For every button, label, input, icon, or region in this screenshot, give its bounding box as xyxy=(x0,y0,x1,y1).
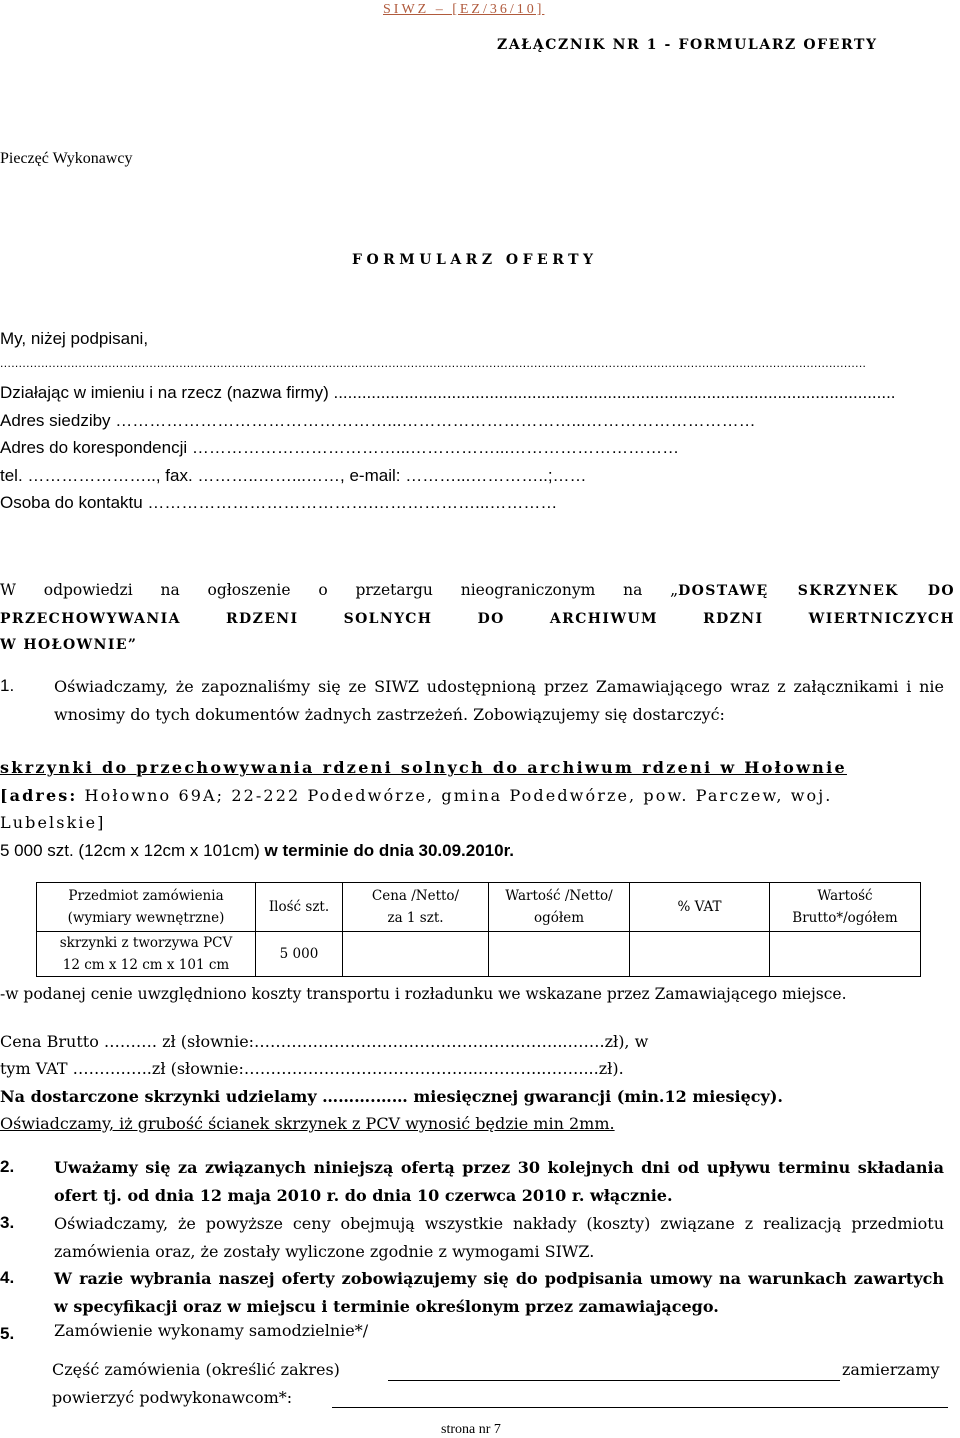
address-line-1: Hołowno 69A; 22-222 Podedwórze, gmina Podedwórze, pow. Parczew, woj. xyxy=(77,786,833,805)
offer-table xyxy=(36,882,921,977)
address-line-2: Lubelskie] xyxy=(0,813,106,832)
header-quantity: Ilość szt. xyxy=(256,883,343,932)
table-row xyxy=(37,932,921,977)
document-code: SIWZ – [EZ/36/10] xyxy=(383,2,545,17)
table-header-row xyxy=(37,883,921,932)
table-note: -w podanej cenie uwzględniono koszty transportu i rozładunku we wskazane przez Zamawiającego miejsce. xyxy=(0,985,847,1003)
intro-line-3: W HOŁOWNIE” xyxy=(0,637,138,653)
intro-line-1 xyxy=(0,581,955,599)
contact-numbers-field: tel. ………………….., fax. ………..……...……, e-mail: ………...…………..;…… xyxy=(0,466,587,485)
item-2-text: Uważamy się za związanych niniejszą ofertą przez 30 kolejnych dni od upływu terminu składania ofert tj. od dnia 12 maja 2010 r. do dnia 10 czerwca 2010 r. włącznie. xyxy=(54,1158,944,1205)
item-4-number: 4. xyxy=(0,1268,15,1287)
contact-person-field: Osoba do kontaktu ………………………………….………………...………… xyxy=(0,493,558,512)
intro-text: W odpowiedzi na ogłoszenie o przetargu nieograniczonym na „ xyxy=(0,581,679,599)
warranty-line: Na dostarczone skrzynki udzielamy ……….…… miesięcznej gwarancji (min.12 miesięcy). xyxy=(0,1087,783,1106)
vat-line: tym VAT ……….…..zł (słownie:……………………………………...………...……....zł). xyxy=(0,1059,624,1078)
wall-thickness-line: Oświadczamy, iż grubość ścianek skrzynek z PCV wynosić będzie min 2mm. xyxy=(0,1114,615,1133)
item-1-text: Oświadczamy, że zapoznaliśmy się ze SIWZ udostępnioną przez Zamawiającego wraz z załącznikami i nie wnosimy do tych dokumentów żadnych zastrzeżeń. Zobowiązujemy się dostarczyć: xyxy=(54,677,944,724)
subcontract-part-label: Część zamówienia (określić zakres) xyxy=(52,1360,340,1379)
header-gross: Wartość Brutto*/ogółem xyxy=(770,883,921,932)
header-net-total: Wartość /Netto/ ogółem xyxy=(489,883,630,932)
row-net-total[interactable] xyxy=(489,932,630,977)
row-gross[interactable] xyxy=(770,932,921,977)
deadline-text: w terminie do dnia 30.09.2010r. xyxy=(264,841,514,860)
row-net-unit[interactable] xyxy=(343,932,489,977)
item-5-number: 5. xyxy=(0,1324,15,1343)
row-item: skrzynki z tworzywa PCV 12 cm x 12 cm x 101 cm xyxy=(37,932,256,977)
header-vat: % VAT xyxy=(630,883,770,932)
row-vat[interactable] xyxy=(630,932,770,977)
quantity-deadline xyxy=(0,841,514,861)
row-quantity: 5 000 xyxy=(256,932,343,977)
quantity-text: 5 000 szt. (12cm x 12cm x 101cm) xyxy=(0,841,265,860)
item-2-number: 2. xyxy=(0,1157,15,1176)
header-subject: Przedmiot zamówienia (wymiary wewnętrzne) xyxy=(37,883,256,932)
delivery-address xyxy=(0,786,833,805)
form-title: FORMULARZ OFERTY xyxy=(352,252,598,268)
item-3-number: 3. xyxy=(0,1213,15,1232)
item-1-number: 1. xyxy=(0,676,15,695)
intro-bold-2: PRZECHOWYWANIA RDZENI SOLNYCH DO ARCHIWUM RDZNI WIERTNICZYCH xyxy=(0,611,955,627)
item-5-text: Zamówienie wykonamy samodzielnie*/ xyxy=(54,1321,369,1340)
intro-bold: DOSTAWĘ SKRZYNEK DO xyxy=(678,583,955,599)
subcontract-entrust-line[interactable] xyxy=(332,1407,948,1408)
subcontract-entrust: powierzyć podwykonawcom*: xyxy=(52,1388,293,1407)
subcontract-intend: zamierzamy xyxy=(842,1360,940,1379)
correspondence-field: Adres do korespondencji ………………………………...……………...………………………… xyxy=(0,438,680,457)
delivery-subject: skrzynki do przechowywania rdzeni solnych do archiwum rdzeni w Hołownie xyxy=(0,758,847,777)
company-name-field: Działając w imieniu i na rzecz (nazwa firmy) ....................................................................................................................... xyxy=(0,383,896,402)
address-label: [adres: xyxy=(0,786,78,805)
address-field: Adres siedziby …………………………………………...…………………………...………………………… xyxy=(0,411,756,430)
annex-title: ZAŁĄCZNIK NR 1 - FORMULARZ OFERTY xyxy=(497,37,878,53)
seal-label: Pieczęć Wykonawcy xyxy=(0,150,133,167)
page-number: strona nr 7 xyxy=(441,1422,501,1437)
header-net-unit: Cena /Netto/ za 1 szt. xyxy=(343,883,489,932)
gross-price-line: Cena Brutto ………. zł (słownie:…………………………………………..……...…….zł), w xyxy=(0,1032,649,1051)
subcontract-scope-line[interactable] xyxy=(388,1380,840,1381)
signatories-intro: My, niżej podpisani, xyxy=(0,329,149,348)
intro-line-2 xyxy=(0,609,955,627)
dots-line: ........................................................................................................................................................................................................................................ xyxy=(0,356,867,370)
item-4-text: W razie wybrania naszej oferty zobowiązujemy się do podpisania umowy na warunkach zawartych w specyfikacji oraz w miejscu i terminie określonym przez zamawiającego. xyxy=(54,1269,944,1316)
item-3-text: Oświadczamy, że powyższe ceny obejmują wszystkie nakłady (koszty) związane z realizacją przedmiotu zamówienia oraz, że zostały wyliczone zgodnie z wymogami SIWZ. xyxy=(54,1214,944,1261)
